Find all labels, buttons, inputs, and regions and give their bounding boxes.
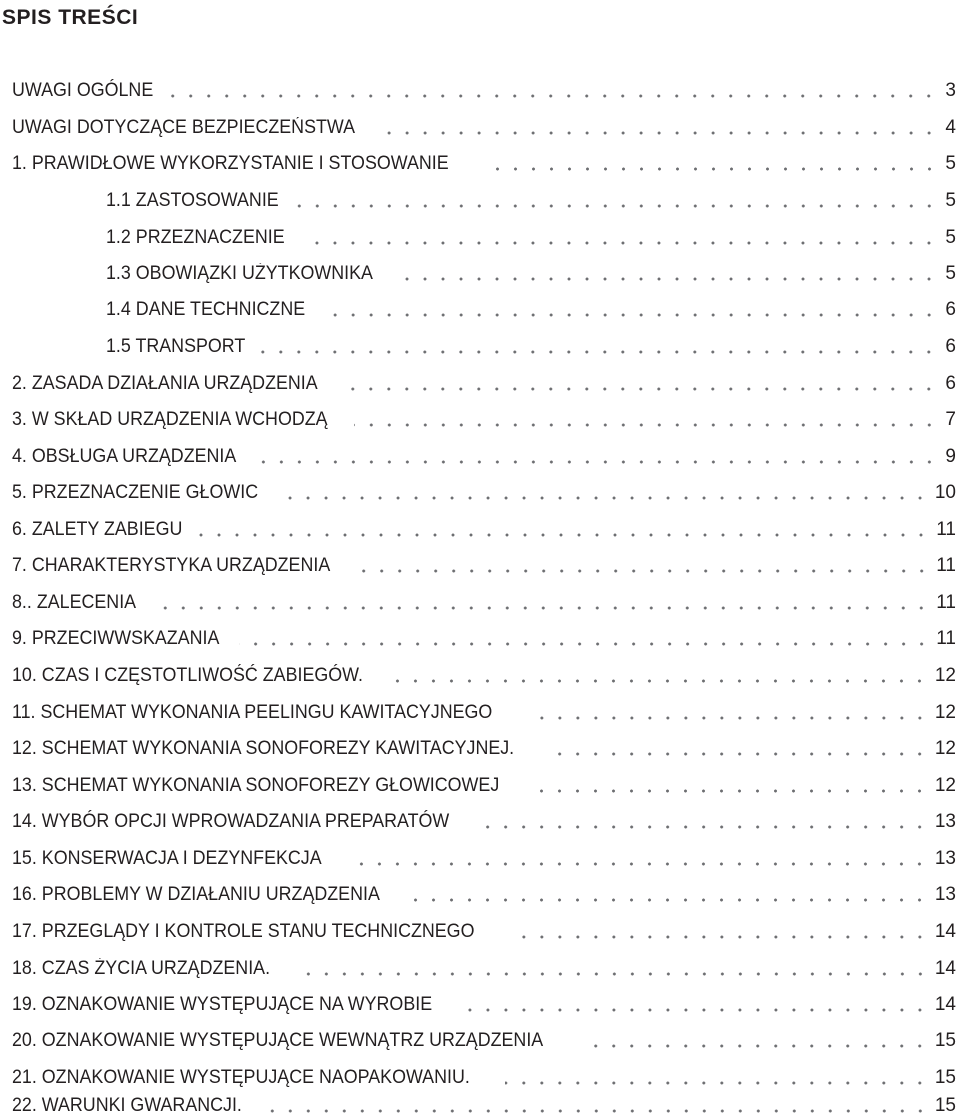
dot-leader <box>168 94 938 98</box>
dot-leader <box>263 1109 929 1113</box>
dot-leader <box>552 752 929 756</box>
toc-entry-page: 12 <box>934 665 956 686</box>
toc-entry[interactable] <box>12 149 956 175</box>
toc-entry-page: 13 <box>934 848 956 869</box>
dot-leader <box>293 972 929 976</box>
dot-leader <box>302 241 938 245</box>
toc-entry[interactable] <box>12 661 956 687</box>
toc-entry-page: 11 <box>936 555 956 576</box>
toc-entry-page: 9 <box>945 446 956 467</box>
toc-entry[interactable] <box>12 551 956 577</box>
toc-entry[interactable] <box>12 880 956 906</box>
dot-leader <box>280 496 929 500</box>
toc-entry-label: 18. CZAS ŻYCIA URZĄDZENIA. <box>12 958 271 979</box>
toc-subentry[interactable] <box>106 332 956 358</box>
toc-entry-page: 12 <box>934 702 956 723</box>
toc-entry-label: UWAGI OGÓLNE <box>12 80 154 101</box>
toc-entry-label: 11. SCHEMAT WYKONANIA PEELINGU KAWITACYJNEGO <box>12 702 493 723</box>
toc-entry[interactable] <box>12 734 956 760</box>
toc-entry[interactable] <box>12 369 956 395</box>
toc-entry-label: 2. ZASADA DZIAŁANIA URZĄDZENIA <box>12 373 318 394</box>
toc-entry-page: 12 <box>934 738 956 759</box>
toc-entry-label: 9. PRZECIWWSKAZANIA <box>12 628 220 649</box>
dot-leader <box>354 423 938 427</box>
toc-entry-page: 6 <box>945 373 956 394</box>
dot-leader <box>483 167 939 171</box>
toc-entry-label: 21. OZNAKOWANIE WYSTĘPUJĄCE NAOPAKOWANIU. <box>12 1067 470 1088</box>
page-title: SPIS TREŚCI <box>2 6 139 29</box>
dot-leader <box>536 789 929 793</box>
toc-entry-page: 15 <box>934 1067 956 1088</box>
toc-subentry[interactable] <box>106 223 956 249</box>
toc-entry-label: 14. WYBÓR OPCJI WPROWADZANIA PREPARATÓW <box>12 811 450 832</box>
toc-entry-page: 4 <box>945 117 956 138</box>
toc-subentry[interactable] <box>106 295 956 321</box>
toc-entry[interactable] <box>12 442 956 468</box>
toc-entry-label: UWAGI DOTYCZĄCE BEZPIECZEŃSTWA <box>12 117 355 138</box>
toc-entry-page: 6 <box>945 299 956 320</box>
toc-entry-page: 15 <box>934 1095 956 1116</box>
toc-entry-page: 12 <box>934 775 956 796</box>
toc-entry[interactable] <box>12 1026 956 1052</box>
dot-leader <box>483 825 929 829</box>
toc-entry[interactable] <box>12 515 956 541</box>
toc-entry-label: 13. SCHEMAT WYKONANIA SONOFOREZY GŁOWICOWEJ <box>12 775 500 796</box>
toc-entry-label: 1.5 TRANSPORT <box>106 336 246 357</box>
toc-subentry[interactable] <box>106 186 956 212</box>
dot-leader <box>510 935 929 939</box>
dot-leader <box>150 606 930 610</box>
toc-entry[interactable] <box>12 917 956 943</box>
dot-leader <box>529 716 929 720</box>
toc-entry-page: 13 <box>934 811 956 832</box>
toc-entry-label: 1.3 OBOWIĄZKI UŻYTKOWNIKA <box>106 263 373 284</box>
toc-entry-page: 7 <box>945 409 956 430</box>
toc-entry-label: 22. WARUNKI GWARANCJI. <box>12 1095 242 1116</box>
toc-entry[interactable] <box>12 478 956 504</box>
dot-leader <box>465 1008 929 1012</box>
toc-entry-label: 3. W SKŁAD URZĄDZENIA WCHODZĄ <box>12 409 328 430</box>
toc-entry-page: 5 <box>945 190 956 211</box>
toc-entry-label: 8.. ZALECENIA <box>12 592 137 613</box>
toc-entry-label: 1. PRAWIDŁOWE WYKORZYSTANIE I STOSOWANIE <box>12 153 449 174</box>
toc-entry-page: 10 <box>934 482 956 503</box>
toc-entry[interactable] <box>12 405 956 431</box>
dot-leader <box>391 679 928 683</box>
dot-leader <box>505 1081 929 1085</box>
toc-entry[interactable] <box>12 990 956 1016</box>
toc-entry-label: 1.4 DANE TECHNICZNE <box>106 299 306 320</box>
toc-entry-page: 14 <box>934 994 956 1015</box>
toc-entry-label: 12. SCHEMAT WYKONANIA SONOFOREZY KAWITACYJNEJ. <box>12 738 515 759</box>
toc-entry-label: 5. PRZEZNACZENIE GŁOWIC <box>12 482 259 503</box>
dot-leader <box>343 387 938 391</box>
toc-entry[interactable] <box>12 113 956 139</box>
toc-entry[interactable] <box>12 698 956 724</box>
toc-entry-page: 13 <box>934 884 956 905</box>
dot-leader <box>383 131 938 135</box>
dot-leader <box>324 313 938 317</box>
toc-entry-page: 11 <box>936 592 956 613</box>
toc-entry-label: 20. OZNAKOWANIE WYSTĘPUJĄCE WEWNĄTRZ URZĄDZENIA <box>12 1030 544 1051</box>
toc-entry-label: 7. CHARAKTERYSTYKA URZĄDZENIA <box>12 555 331 576</box>
dot-leader <box>396 277 938 281</box>
toc-entry[interactable] <box>12 588 956 614</box>
toc-entry-label: 16. PROBLEMY W DZIAŁANIU URZĄDZENIA <box>12 884 380 905</box>
toc-entry-label: 15. KONSERWACJA I DEZYNFEKCJA <box>12 848 322 869</box>
toc-entry[interactable] <box>12 1063 956 1089</box>
toc-entry-label: 17. PRZEGLĄDY I KONTROLE STANU TECHNICZNEGO <box>12 921 475 942</box>
dot-leader <box>409 898 929 902</box>
toc-entry-page: 15 <box>934 1030 956 1051</box>
toc-entry-page: 5 <box>945 263 956 284</box>
dot-leader <box>296 204 938 208</box>
toc-entry-label: 4. OBSŁUGA URZĄDZENIA <box>12 446 237 467</box>
toc-entry-label: 10. CZAS I CZĘSTOTLIWOŚĆ ZABIEGÓW. <box>12 665 363 686</box>
dot-leader <box>357 569 931 573</box>
toc-entry-page: 3 <box>945 80 956 101</box>
toc-entry[interactable] <box>12 807 956 833</box>
toc-entry-label: 1.1 ZASTOSOWANIE <box>106 190 279 211</box>
dot-leader <box>347 862 928 866</box>
toc-entry-page: 11 <box>936 519 956 540</box>
dot-leader <box>260 350 938 354</box>
toc-entry-label: 6. ZALETY ZABIEGU <box>12 519 183 540</box>
toc-entry-page: 11 <box>936 628 956 649</box>
toc-entry-page: 5 <box>945 153 956 174</box>
toc-entry[interactable] <box>12 1091 956 1117</box>
toc-entry-page: 5 <box>945 227 956 248</box>
dot-leader <box>583 1044 929 1048</box>
toc-subentry[interactable] <box>106 259 956 285</box>
toc-entry-label: 19. OZNAKOWANIE WYSTĘPUJĄCE NA WYROBIE <box>12 994 433 1015</box>
toc-entry-page: 14 <box>934 958 956 979</box>
toc-entry[interactable] <box>12 954 956 980</box>
toc-entry[interactable] <box>12 771 956 797</box>
dot-leader <box>239 642 931 646</box>
toc-entry-page: 6 <box>945 336 956 357</box>
toc-entry[interactable] <box>12 624 956 650</box>
dot-leader <box>257 460 938 464</box>
toc-entry[interactable] <box>12 844 956 870</box>
toc-entry-page: 14 <box>934 921 956 942</box>
toc-entry-label: 1.2 PRZEZNACZENIE <box>106 227 285 248</box>
toc-entry[interactable] <box>12 76 956 102</box>
dot-leader <box>199 533 930 537</box>
